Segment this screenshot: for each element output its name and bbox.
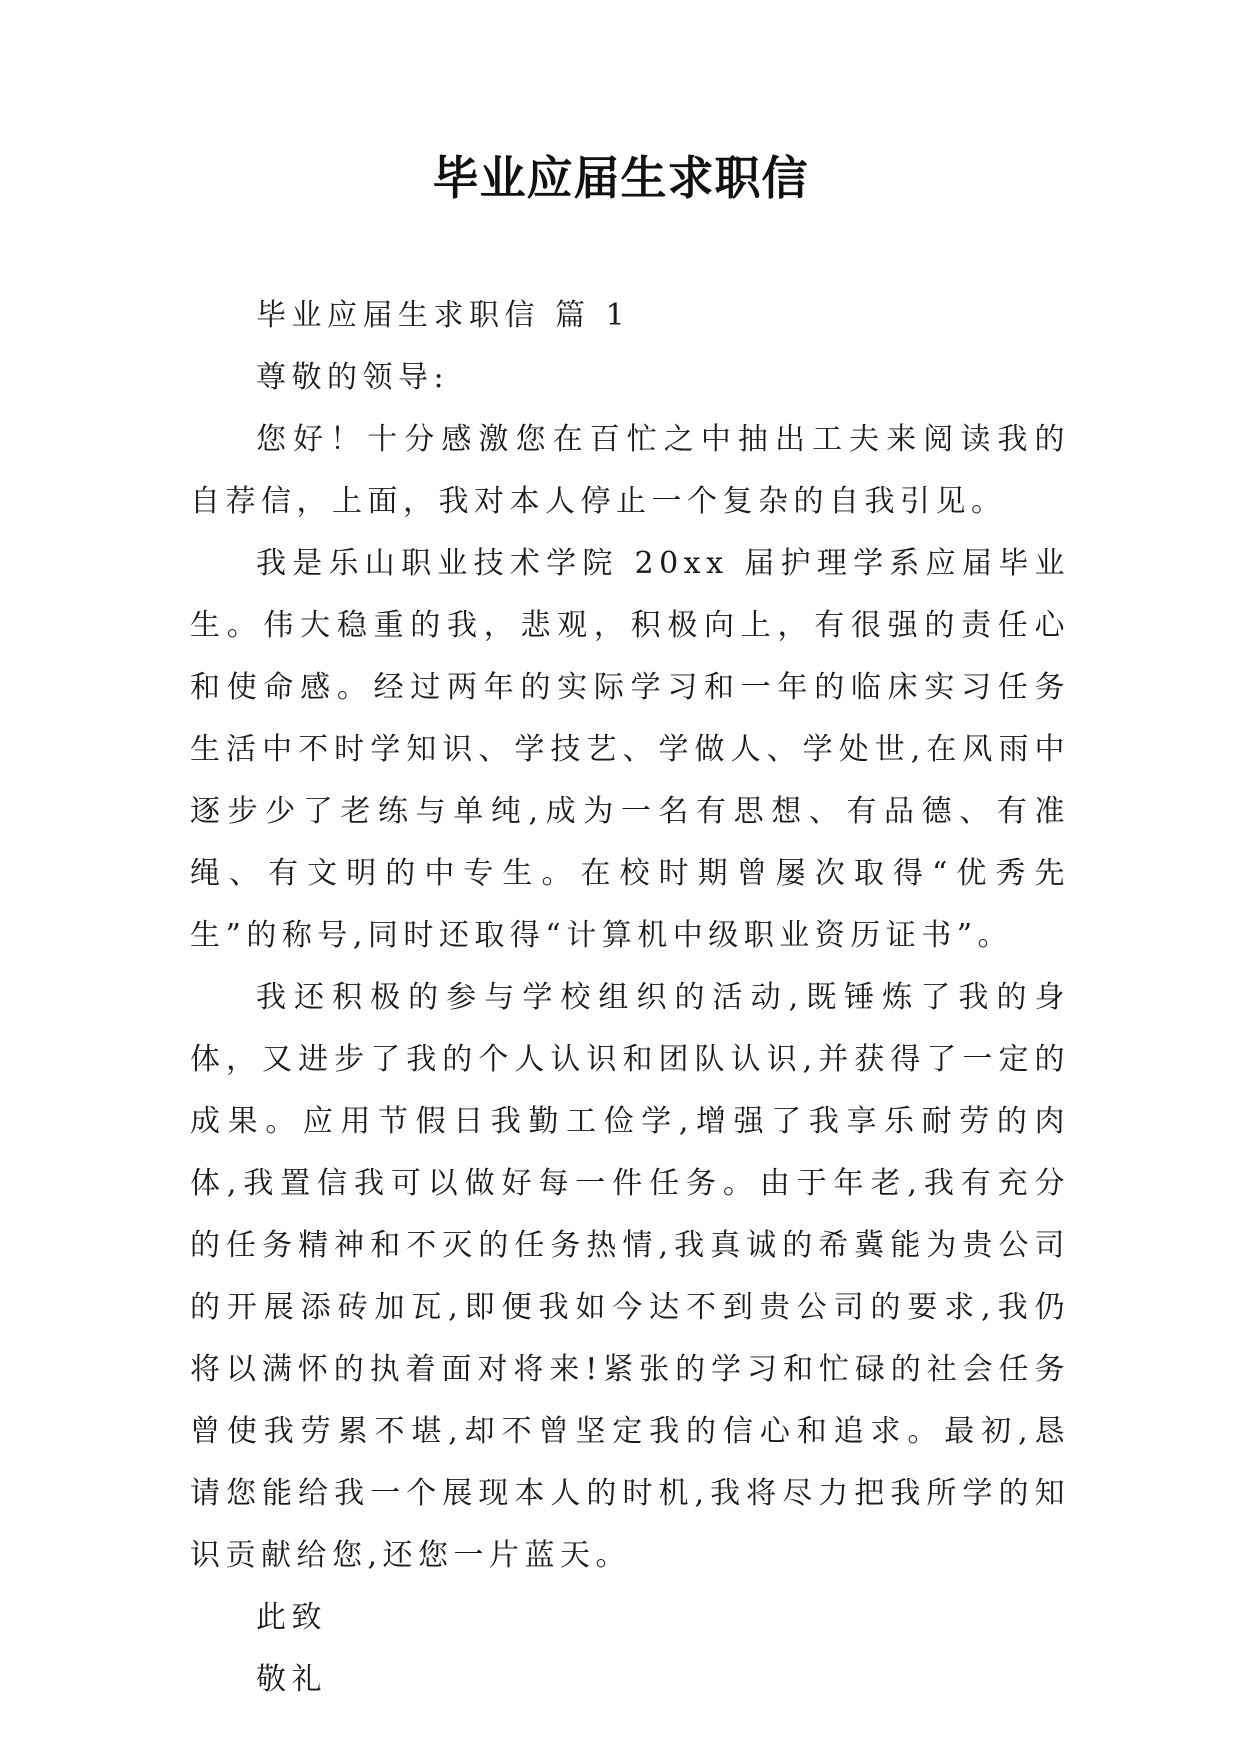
letter-body (190, 285, 1070, 1711)
closing-line-1: 此致 (256, 1600, 327, 1635)
paragraph-introduction: 我是乐山职业技术学院 20xx 届护理学系应届毕业生。伟大稳重的我，悲观，积极向上，有很强的责任心和使命感。经过两年的实际学习和一年的临床实习任务生活中不时学知识、学技艺、学做人、学处世,在风雨中逐步少了老练与单纯,成为一名有思想、有品德、有准绳、有文明的中专生。在校时期曾屡次取得“优秀先生”的称号,同时还取得“计算机中级职业资历证书”。 (190, 546, 1070, 953)
salutation: 尊敬的领导: (256, 360, 450, 395)
paragraph-activities: 我还积极的参与学校组织的活动,既锤炼了我的身体，又进步了我的个人认识和团队认识,并获得了一定的成果。应用节假日我勤工俭学,增强了我享乐耐劳的肉体,我置信我可以做好每一件任务。由于年老,我有充分的任务精神和不灭的任务热情,我真诚的希冀能为贵公司的开展添砖加瓦,即便我如今达不到贵公司的要求,我仍将以满怀的执着面对将来!紧张的学习和忙碌的社会任务曾使我劳累不堪,却不曾坚定我的信心和追求。最初,恳请您能给我一个展现本人的时机,我将尽力把我所学的知识贡献给您,还您一片蓝天。 (190, 980, 1070, 1573)
section-heading: 毕业应届生求职信 篇 1 (256, 298, 631, 333)
closing-line-2: 敬礼 (256, 1662, 327, 1697)
document-title: 毕业应届生求职信 (432, 151, 809, 205)
paragraph-greeting: 您好！十分感激您在百忙之中抽出工夫来阅读我的自荐信，上面，我对本人停止一个复杂的自我引见。 (190, 422, 1070, 519)
